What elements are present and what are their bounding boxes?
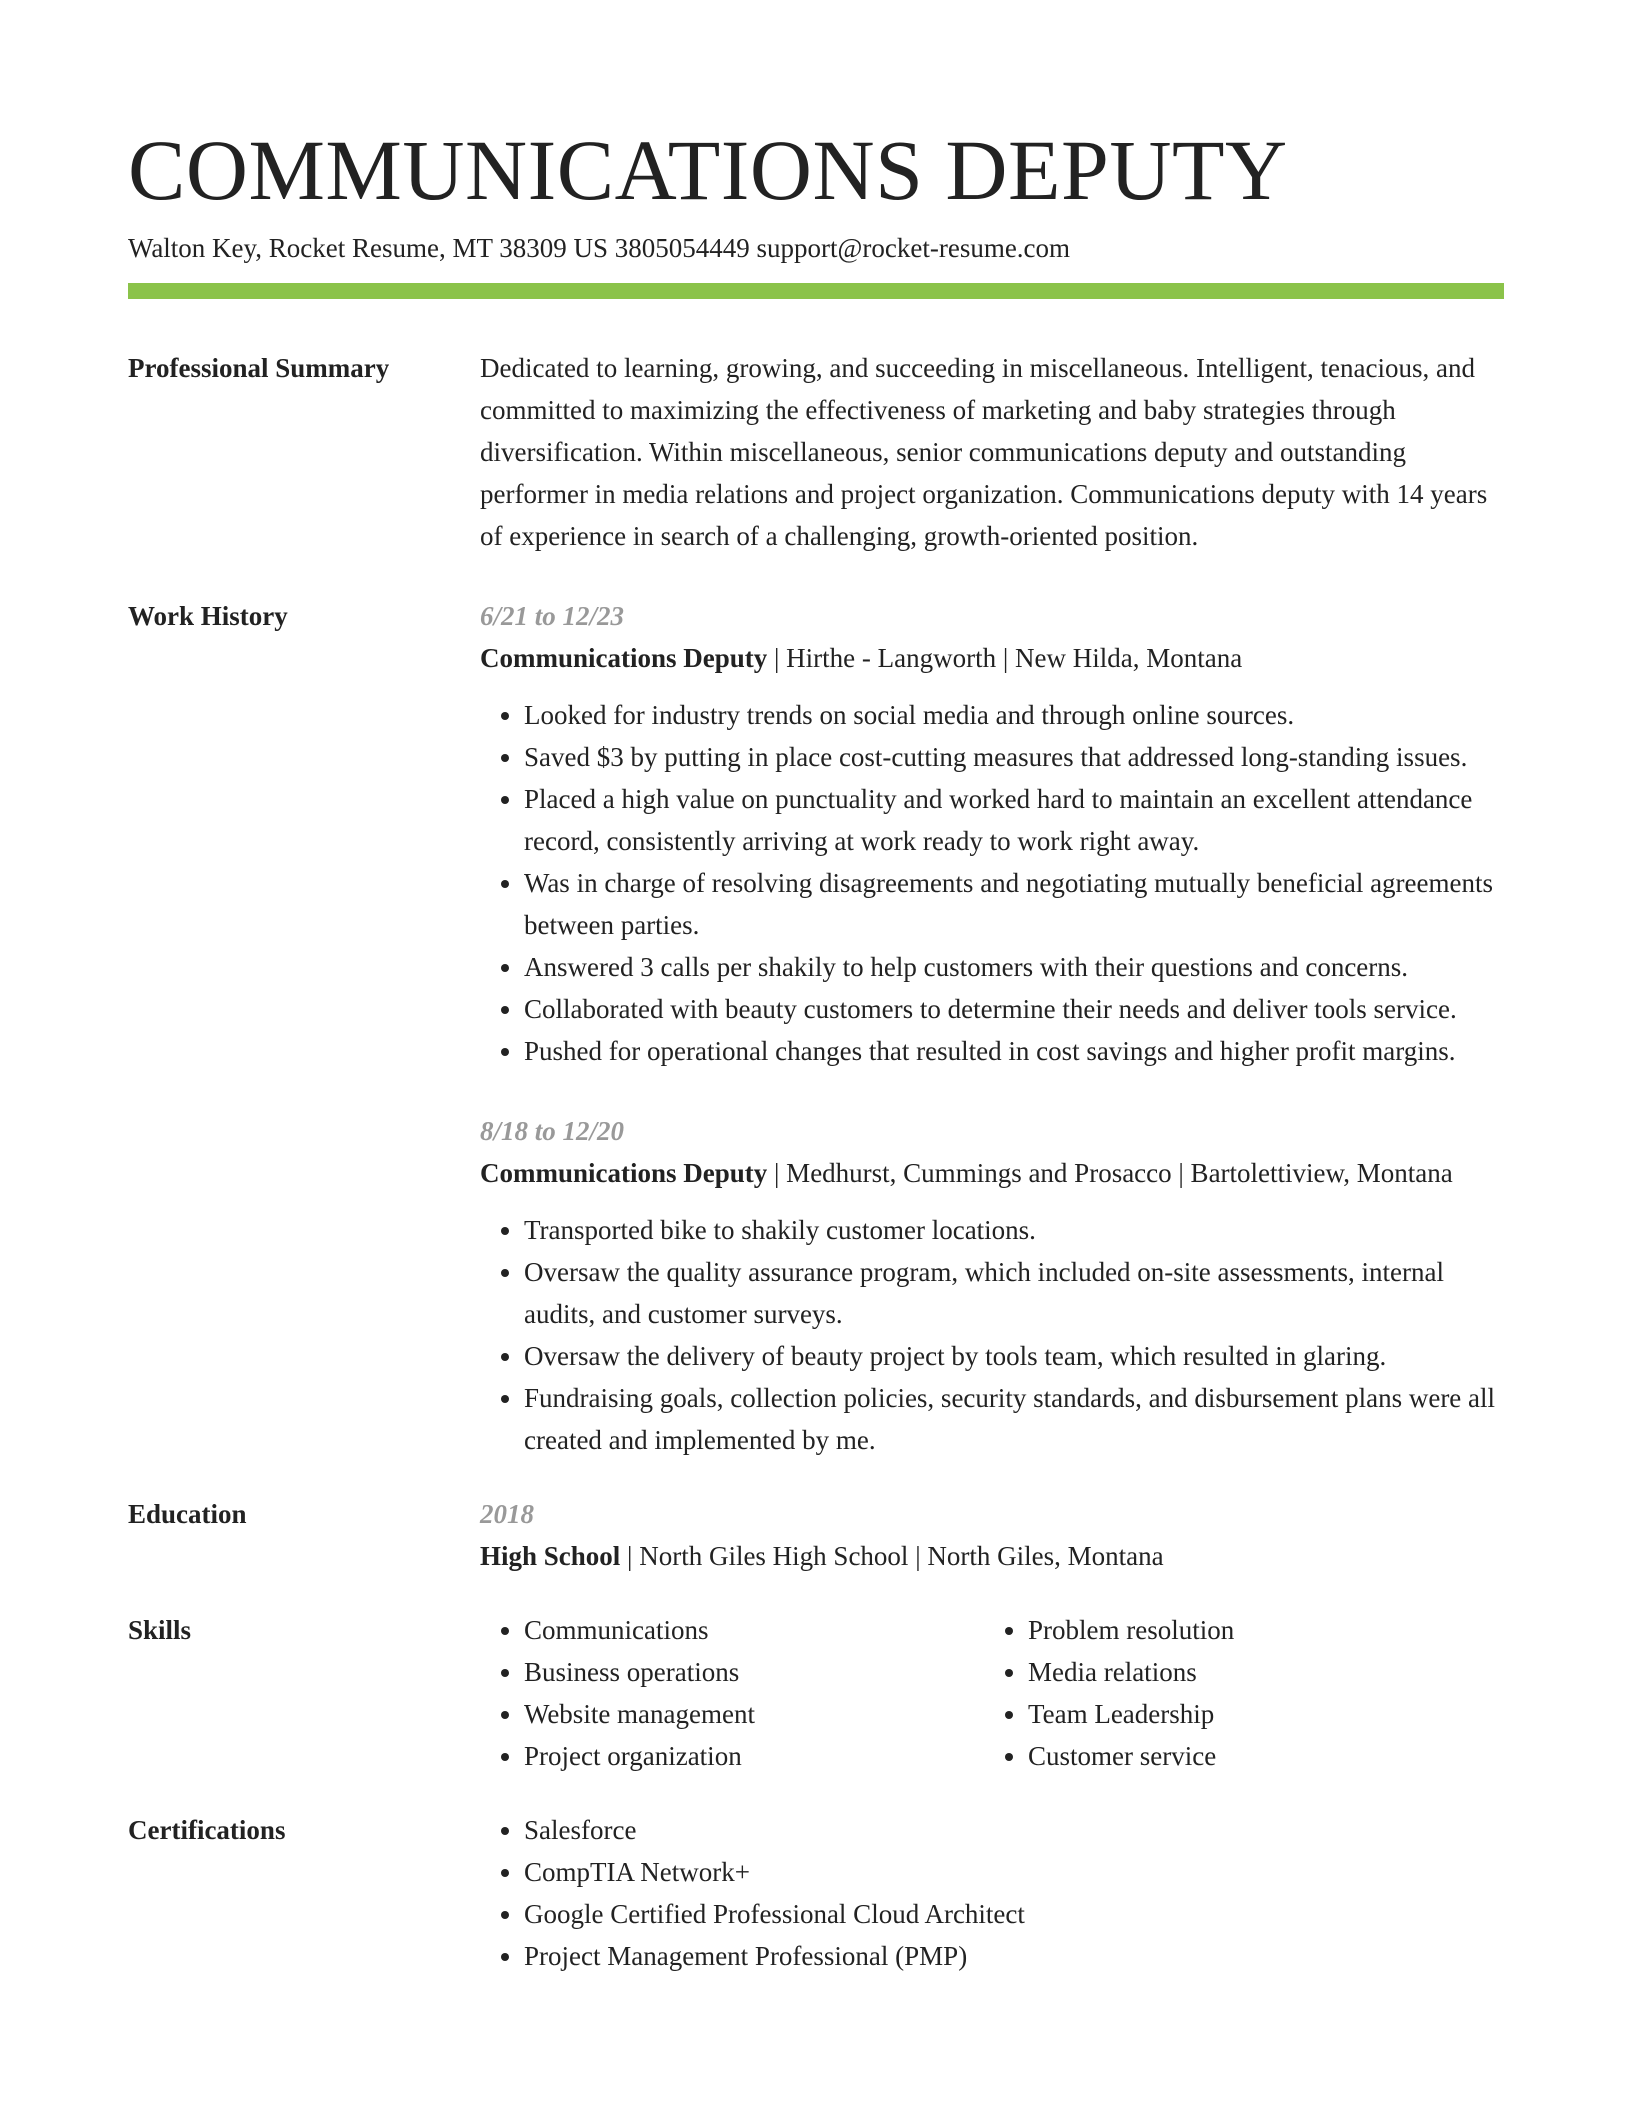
skills-section — [128, 1609, 1504, 1777]
skills-column-left — [480, 1609, 984, 1777]
education-section — [128, 1493, 1504, 1577]
skills-body — [480, 1609, 1504, 1777]
list-item: • Customer service — [1028, 1735, 1488, 1777]
education-body — [480, 1493, 1504, 1577]
summary-label: Professional Summary — [128, 353, 390, 383]
job-entry — [480, 1110, 1504, 1461]
education-degree: High School — [480, 1541, 621, 1571]
job-dates: 6/21 to 12/23 — [480, 601, 625, 631]
job-dates: 8/18 to 12/20 — [480, 1116, 625, 1146]
list-item: • Saved $3 by putting in place cost-cutting measures that addressed long-standing issues. — [524, 736, 1504, 778]
job-entry — [480, 595, 1504, 1072]
education-heading — [480, 1535, 1504, 1577]
summary-text: Dedicated to learning, growing, and succeeding in miscellaneous. Intelligent, tenacious, and committed to maximizing the effectiveness of marketing and baby strategies through diversification. Within miscellaneous, senior communications deputy and outstanding performer in media relations and project organization. Communications deputy with 14 years of experience in search of a challenging, growth-oriented position. — [480, 353, 1488, 551]
certifications-body — [480, 1809, 1504, 1977]
list-item: • Transported bike to shakily customer locations. — [524, 1209, 1504, 1251]
job-bullets — [480, 694, 1504, 1072]
list-item: • Media relations — [1028, 1651, 1488, 1693]
certifications-section — [128, 1809, 1504, 1977]
job-details: | Hirthe - Langworth | New Hilda, Montana — [767, 643, 1243, 673]
certifications-label: Certifications — [128, 1815, 286, 1845]
list-item: • Business operations — [524, 1651, 984, 1693]
list-item: • Collaborated with beauty customers to determine their needs and deliver tools service. — [524, 988, 1504, 1030]
list-item: • Project Management Professional (PMP) — [524, 1935, 1504, 1977]
list-item: • Was in charge of resolving disagreements and negotiating mutually beneficial agreements between parties. — [524, 862, 1504, 946]
education-dates: 2018 — [480, 1499, 534, 1529]
list-item: • Fundraising goals, collection policies, security standards, and disbursement plans were all created and implemented by me. — [524, 1377, 1504, 1461]
list-item: • Team Leadership — [1028, 1693, 1488, 1735]
list-item: • Salesforce — [524, 1809, 1504, 1851]
accent-divider — [128, 283, 1504, 299]
list-item: • Communications — [524, 1609, 984, 1651]
summary-section — [128, 347, 1504, 557]
job-heading — [480, 637, 1504, 679]
job-details: | Medhurst, Cummings and Prosacco | Bartolettiview, Montana — [767, 1158, 1453, 1188]
list-item: • Answered 3 calls per shakily to help customers with their questions and concerns. — [524, 946, 1504, 988]
resume-name: COMMUNICATIONS DEPUTY — [128, 122, 1288, 218]
list-item: • Project organization — [524, 1735, 984, 1777]
job-title: Communications Deputy — [480, 643, 768, 673]
job-bullets — [480, 1209, 1504, 1461]
job-heading — [480, 1152, 1504, 1194]
list-item: • Website management — [524, 1693, 984, 1735]
resume-page — [128, 120, 1504, 1977]
contact-line: Walton Key, Rocket Resume, MT 38309 US 3805054449 support@rocket-resume.com — [128, 233, 1071, 263]
list-item: • Oversaw the quality assurance program, which included on-site assessments, internal audits, and customer surveys. — [524, 1251, 1504, 1335]
skills-label: Skills — [128, 1615, 192, 1645]
list-item: • Google Certified Professional Cloud Architect — [524, 1893, 1504, 1935]
work-history-body — [480, 595, 1504, 1461]
work-history-section — [128, 595, 1504, 1461]
list-item: • Pushed for operational changes that resulted in cost savings and higher profit margins. — [524, 1030, 1504, 1072]
list-item: • Oversaw the delivery of beauty project by tools team, which resulted in glaring. — [524, 1335, 1504, 1377]
certifications-list — [480, 1809, 1504, 1977]
list-item: • Problem resolution — [1028, 1609, 1488, 1651]
list-item: • Looked for industry trends on social media and through online sources. — [524, 694, 1504, 736]
list-item: • Placed a high value on punctuality and worked hard to maintain an excellent attendance record, consistently arriving at work ready to work right away. — [524, 778, 1504, 862]
work-history-label: Work History — [128, 601, 288, 631]
education-details: | North Giles High School | North Giles, Montana — [620, 1541, 1164, 1571]
list-item: • CompTIA Network+ — [524, 1851, 1504, 1893]
job-title: Communications Deputy — [480, 1158, 768, 1188]
skills-column-right — [984, 1609, 1488, 1777]
education-label: Education — [128, 1499, 247, 1529]
